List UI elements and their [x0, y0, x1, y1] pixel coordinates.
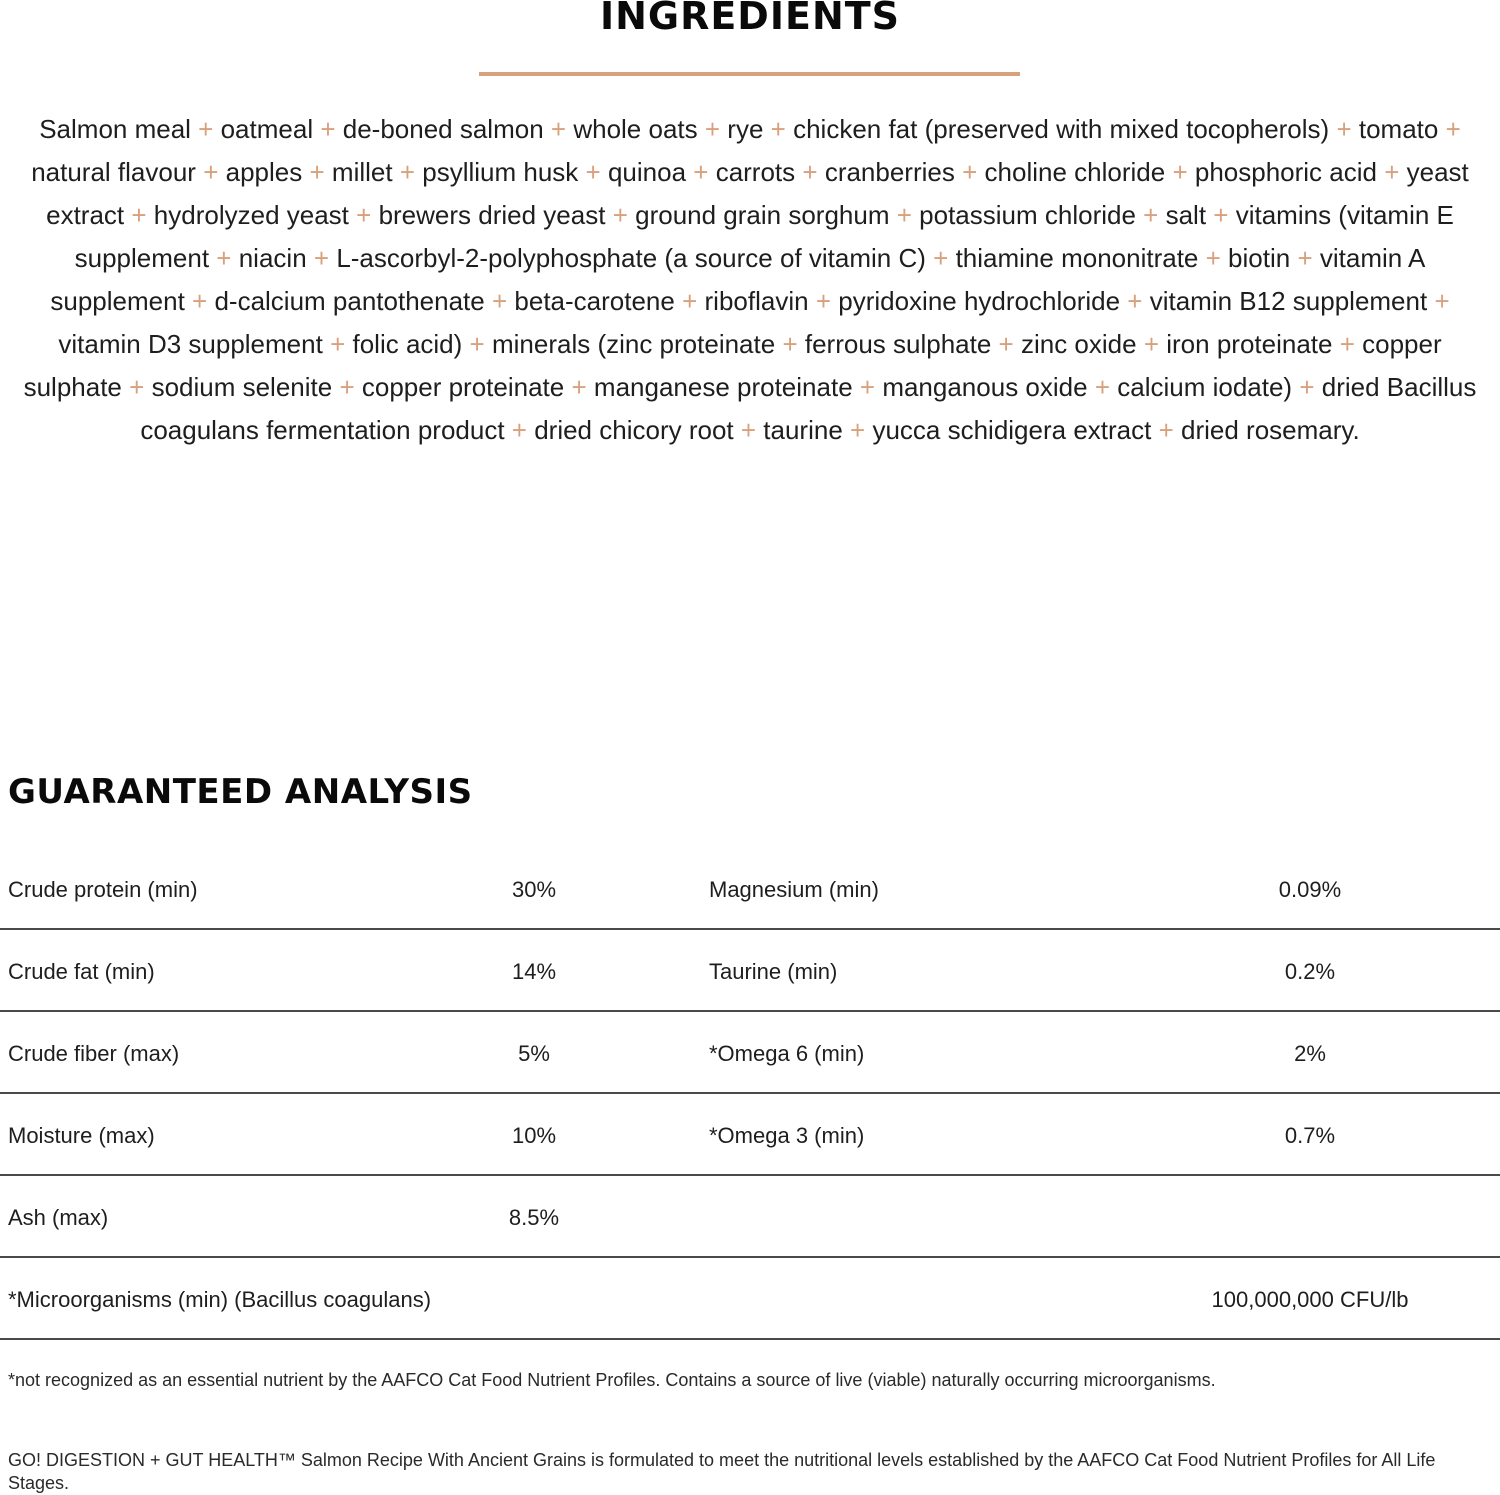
plus-separator-icon: +: [1094, 372, 1110, 402]
ingredients-heading: INGREDIENTS: [599, 0, 901, 38]
plus-separator-icon: +: [129, 372, 145, 402]
ingredients-list: [10, 108, 1490, 452]
plus-separator-icon: +: [192, 286, 208, 316]
plus-separator-icon: +: [815, 286, 831, 316]
plus-separator-icon: +: [998, 329, 1014, 359]
plus-separator-icon: +: [511, 415, 527, 445]
plus-separator-icon: +: [1336, 114, 1352, 144]
nutrient-label: Crude protein (min): [8, 877, 198, 902]
nutrient-value: 8.5%: [508, 1205, 560, 1230]
ingredient-item: cranberries: [824, 157, 955, 187]
plus-separator-icon: +: [313, 243, 330, 273]
plus-separator-icon: +: [356, 200, 372, 230]
plus-separator-icon: +: [1213, 200, 1229, 230]
ingredient-item: d-calcium pantothenate: [214, 286, 485, 316]
nutrient-label: Crude fiber (max): [8, 1041, 180, 1066]
ingredient-item: yucca schidigera extract: [872, 415, 1152, 445]
ingredient-item: ground grain sorghum: [635, 200, 890, 230]
table-row: [0, 1176, 1500, 1258]
plus-separator-icon: +: [850, 415, 866, 445]
ingredient-item: Salmon meal: [39, 114, 191, 144]
ingredient-item: phosphoric acid: [1194, 157, 1377, 187]
plus-separator-icon: +: [1205, 243, 1221, 273]
ingredient-item: de-boned salmon: [342, 114, 544, 144]
plus-separator-icon: +: [330, 329, 346, 359]
plus-separator-icon: +: [1299, 372, 1315, 402]
nutrient-label: Crude fat (min): [8, 959, 155, 984]
ingredient-item: dried rosemary.: [1181, 415, 1360, 445]
ingredient-item: hydrolyzed yeast: [153, 200, 349, 230]
footnote: *not recognized as an essential nutrient by the AAFCO Cat Food Nutrient Profiles. Contains a source of live (viable) naturally occurring microorganisms.: [8, 1370, 1216, 1390]
ingredient-item: yeast extract: [46, 157, 1469, 230]
plus-separator-icon: +: [740, 415, 757, 445]
plus-separator-icon: +: [320, 114, 336, 144]
ingredient-item: tomato: [1358, 114, 1439, 144]
plus-separator-icon: +: [399, 157, 415, 187]
plus-separator-icon: +: [704, 114, 721, 144]
plus-separator-icon: +: [962, 157, 978, 187]
plus-separator-icon: +: [933, 243, 949, 273]
ingredient-item: thiamine mononitrate: [955, 243, 1199, 273]
plus-separator-icon: +: [1143, 200, 1159, 230]
plus-separator-icon: +: [612, 200, 628, 230]
ingredient-item: sodium selenite: [151, 372, 333, 402]
plus-separator-icon: +: [339, 372, 355, 402]
ingredient-item: manganous oxide: [882, 372, 1088, 402]
plus-separator-icon: +: [1445, 114, 1461, 144]
plus-separator-icon: +: [491, 286, 508, 316]
table-row-microorganisms: [0, 1258, 1500, 1340]
plus-separator-icon: +: [1384, 157, 1400, 187]
ingredient-item: niacin: [238, 243, 307, 273]
ingredient-item: taurine: [763, 415, 843, 445]
ingredient-item: chicken fat (preserved with mixed tocopherols): [793, 114, 1330, 144]
ingredient-item: vitamin B12 supplement: [1149, 286, 1428, 316]
plus-separator-icon: +: [1297, 243, 1313, 273]
nutrient-label: Ash (max): [8, 1205, 109, 1230]
ingredient-item: manganese proteinate: [593, 372, 853, 402]
plus-separator-icon: +: [203, 157, 219, 187]
plus-separator-icon: +: [1172, 157, 1188, 187]
nutrient-value: 14%: [511, 959, 557, 984]
nutrient-label: *Omega 6 (min): [709, 1041, 865, 1066]
plus-separator-icon: +: [682, 286, 698, 316]
plus-separator-icon: +: [859, 372, 876, 402]
plus-separator-icon: +: [802, 157, 818, 187]
plus-separator-icon: +: [1339, 329, 1355, 359]
ingredient-item: L-ascorbyl-2-polyphosphate (a source of vitamin C): [336, 243, 926, 273]
ingredient-item: dried Bacillus coagulans fermentation product: [140, 372, 1477, 445]
plus-separator-icon: +: [571, 372, 587, 402]
nutrient-value: 10%: [511, 1123, 557, 1148]
guaranteed-analysis-table: [0, 848, 1500, 1340]
ingredient-item: biotin: [1228, 243, 1291, 273]
ingredient-item: dried chicory root: [534, 415, 734, 445]
ingredient-item: rye: [727, 114, 764, 144]
ingredient-item: pyridoxine hydrochloride: [838, 286, 1121, 316]
plus-separator-icon: +: [770, 114, 786, 144]
plus-separator-icon: +: [309, 157, 325, 187]
plus-separator-icon: +: [1127, 286, 1143, 316]
table-row: [0, 848, 1500, 930]
nutrient-value: 5%: [518, 1041, 550, 1066]
nutrient-label: *Microorganisms (min) (Bacillus coagulans): [8, 1287, 432, 1312]
plus-separator-icon: +: [198, 114, 214, 144]
plus-separator-icon: +: [693, 157, 709, 187]
nutrient-label: *Omega 3 (min): [709, 1123, 865, 1148]
ingredient-item: copper proteinate: [361, 372, 565, 402]
table-row: [0, 930, 1500, 1012]
plus-separator-icon: +: [1158, 415, 1174, 445]
nutrient-label: Moisture (max): [8, 1123, 155, 1148]
ingredient-item: psyllium husk: [422, 157, 579, 187]
ingredient-item: salt: [1165, 200, 1207, 230]
ingredient-item: potassium chloride: [919, 200, 1136, 230]
ingredient-item: vitamins (vitamin E supplement: [74, 200, 1454, 273]
ingredients-divider: [479, 72, 1020, 76]
ingredient-item: folic acid): [352, 329, 463, 359]
ingredient-item: calcium iodate): [1117, 372, 1293, 402]
nutrient-label: Magnesium (min): [709, 877, 879, 902]
plus-separator-icon: +: [216, 243, 232, 273]
plus-separator-icon: +: [1143, 329, 1160, 359]
nutrient-value: 2%: [1294, 1041, 1326, 1066]
table-row: [0, 1012, 1500, 1094]
ingredient-item: minerals (zinc proteinate: [491, 329, 776, 359]
ingredient-item: vitamin D3 supplement: [58, 329, 323, 359]
nutrient-value: 30%: [511, 877, 557, 902]
aafco-statement: GO! DIGESTION + GUT HEALTH™ Salmon Recipe With Ancient Grains is formulated to meet the nutritional levels established by the AAFCO Cat Food Nutrient Profiles for All Life Stages.: [8, 1450, 1436, 1493]
plus-separator-icon: +: [585, 157, 601, 187]
nutrient-label: Taurine (min): [709, 959, 838, 984]
ingredient-item: ferrous sulphate: [804, 329, 992, 359]
ingredient-item: millet: [331, 157, 393, 187]
ingredient-item: brewers dried yeast: [378, 200, 606, 230]
nutrient-value: 100,000,000 CFU/lb: [1211, 1287, 1409, 1312]
plus-separator-icon: +: [550, 114, 567, 144]
nutrient-value: 0.2%: [1284, 959, 1336, 984]
ingredient-item: apples: [225, 157, 303, 187]
ingredient-item: natural flavour: [31, 157, 196, 187]
ingredient-item: whole oats: [573, 114, 698, 144]
ingredient-item: beta-carotene: [514, 286, 675, 316]
plus-separator-icon: +: [131, 200, 147, 230]
plus-separator-icon: +: [896, 200, 912, 230]
ingredient-item: oatmeal: [220, 114, 314, 144]
nutrient-value: 0.09%: [1278, 877, 1342, 902]
ingredient-item: iron proteinate: [1166, 329, 1333, 359]
nutrient-value: 0.7%: [1284, 1123, 1336, 1148]
guaranteed-analysis-heading: GUARANTEED ANALYSIS: [8, 772, 473, 812]
ingredient-item: zinc oxide: [1020, 329, 1137, 359]
ingredient-item: copper sulphate: [23, 329, 1442, 402]
table-row: [0, 1094, 1500, 1176]
ingredient-item: choline chloride: [984, 157, 1166, 187]
plus-separator-icon: +: [1434, 286, 1450, 316]
plus-separator-icon: +: [782, 329, 798, 359]
plus-separator-icon: +: [469, 329, 485, 359]
ingredient-item: vitamin A supplement: [50, 243, 1426, 316]
ingredient-item: riboflavin: [704, 286, 809, 316]
ingredient-item: carrots: [715, 157, 796, 187]
ingredient-item: quinoa: [607, 157, 687, 187]
